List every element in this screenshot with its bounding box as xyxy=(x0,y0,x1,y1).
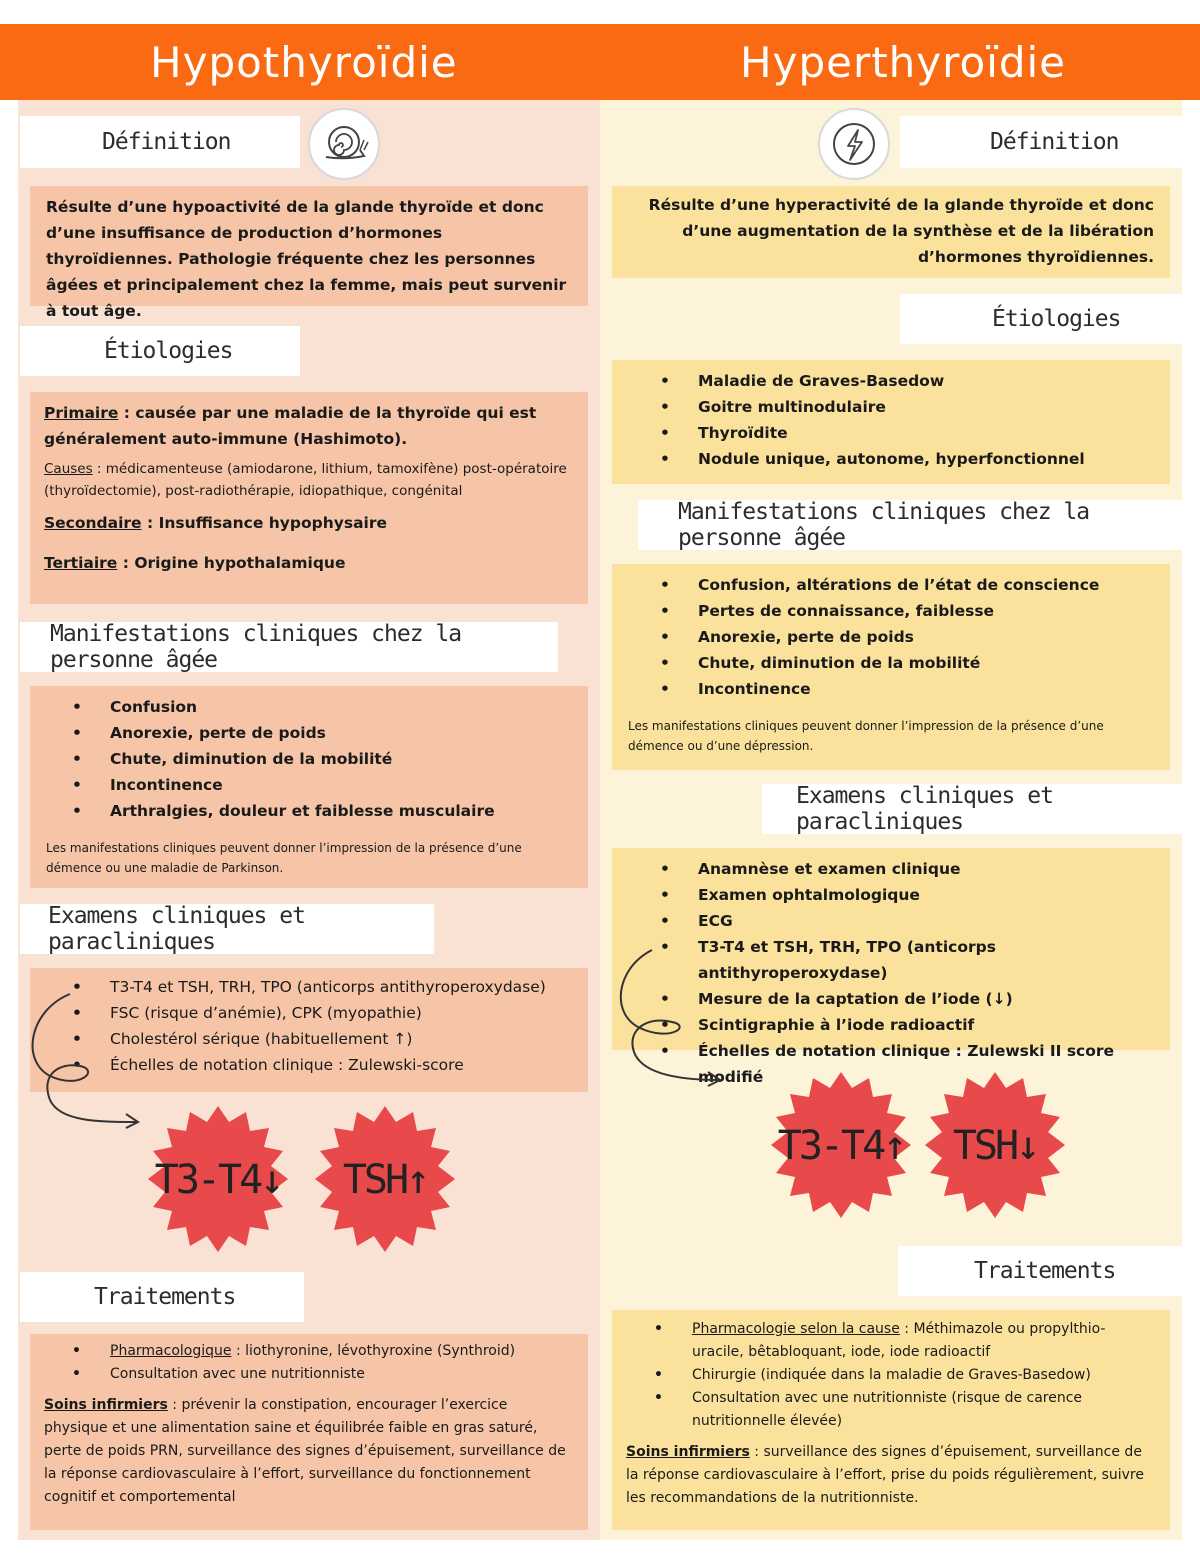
list-item: • Échelles de notation clinique : Zulewski II score modifié xyxy=(628,1038,1160,1090)
hyper-traitements-list xyxy=(622,1318,1156,1433)
hypo-primaire: Primaire : causée par une maladie de la thyroïde qui est généralement auto-immune (Hashimoto). xyxy=(44,404,537,448)
hyper-definition-title: Définition xyxy=(900,116,1182,168)
list-item: • Arthralgies, douleur et faiblesse musculaire xyxy=(40,798,578,824)
curved-arrow-icon xyxy=(610,944,730,1090)
list-item: • Anorexie, perte de poids xyxy=(628,624,1160,650)
list-item: • Goitre multinodulaire xyxy=(628,394,1160,420)
list-item: • Échelles de notation clinique : Zulewski-score xyxy=(40,1052,578,1078)
list-item: • Anamnèse et examen clinique xyxy=(628,856,1160,882)
curved-arrow-icon xyxy=(20,990,150,1130)
hypo-manifestations-list xyxy=(40,694,578,824)
lightning-icon xyxy=(818,108,890,180)
list-item: • Cholestérol sérique (habituellement ↑) xyxy=(40,1026,578,1052)
hyperthyroidie-title: Hyperthyroïdie xyxy=(740,38,1067,87)
hyper-soins-infirmiers: Soins infirmiers : surveillance des signes d’épuisement, surveillance de la réponse cardiovasculaire à l’effort, prise du poids régulièrement, suivre les recommandations de la nutritionniste. xyxy=(626,1444,1144,1506)
list-item: • Maladie de Graves-Basedow xyxy=(628,368,1160,394)
hypo-definition-box xyxy=(30,186,588,320)
hypo-etiologies-box xyxy=(30,392,588,604)
hypo-manifestations-title: Manifestations cliniques chez la personne âgée xyxy=(20,622,558,672)
badge-label: TSH↑ xyxy=(342,1157,428,1203)
header-banner xyxy=(0,24,1200,100)
list-item: • Consultation avec une nutritionniste (risque de carence nutritionnelle élevée) xyxy=(622,1387,1156,1433)
list-item: • Chute, diminution de la mobilité xyxy=(628,650,1160,676)
hypo-manifestations-note: Les manifestations cliniques peuvent donner l’impression de la présence d’une démence ou une maladie de Parkinson. xyxy=(46,841,522,875)
list-item: • Pharmacologique : liothyronine, lévothyroxine (Synthroid) xyxy=(40,1340,574,1363)
list-item: • Incontinence xyxy=(628,676,1160,702)
list-item: • Confusion, altérations de l’état de conscience xyxy=(628,572,1160,598)
badge-label: TSH↓ xyxy=(952,1123,1038,1169)
hypo-secondaire: Secondaire : Insuffisance hypophysaire xyxy=(44,514,388,532)
list-item: • ECG xyxy=(628,908,1160,934)
list-item: • Chute, diminution de la mobilité xyxy=(40,746,578,772)
list-item: • Incontinence xyxy=(40,772,578,798)
hyper-manifestations-note: Les manifestations cliniques peuvent donner l’impression de la présence d’une démence ou d’une dépression. xyxy=(628,719,1104,753)
hypo-tertiaire: Tertiaire : Origine hypothalamique xyxy=(44,554,346,572)
hypothyroidie-title: Hypothyroïdie xyxy=(150,38,458,87)
list-item: • Pertes de connaissance, faiblesse xyxy=(628,598,1160,624)
tsh-increase-badge xyxy=(310,1104,460,1254)
list-item: • Consultation avec une nutritionniste xyxy=(40,1363,574,1386)
hypo-examens-title: Examens cliniques et paracliniques xyxy=(20,904,434,954)
list-item: • FSC (risque d’anémie), CPK (myopathie) xyxy=(40,1000,578,1026)
hyper-traitements-title: Traitements xyxy=(898,1246,1182,1296)
hyper-etiologies-box xyxy=(612,360,1170,484)
badge-label: T3-T4↓ xyxy=(154,1157,282,1203)
hyper-definition-box xyxy=(612,186,1170,278)
list-item: • Anorexie, perte de poids xyxy=(40,720,578,746)
hypo-definition-text: Résulte d’une hypoactivité de la glande thyroïde et donc d’une insuffisance de production d’hormones thyroïdiennes. Pathologie fréquente chez les personnes âgées et principalement chez la femme, mais peut survenir à tout âge. xyxy=(46,198,567,320)
hypo-traitements-title: Traitements xyxy=(20,1272,304,1322)
hyper-manifestations-title: Manifestations cliniques chez la personne âgée xyxy=(638,500,1182,550)
hyper-traitements-box xyxy=(612,1310,1170,1530)
t3-t4-decrease-badge xyxy=(143,1104,293,1254)
list-item: • Scintigraphie à l’iode radioactif xyxy=(628,1012,1160,1038)
list-item: • T3-T4 et TSH, TRH, TPO (anticorps antithyroperoxydase) xyxy=(40,974,578,1000)
hypo-traitements-list xyxy=(40,1340,574,1386)
tsh-decrease-badge xyxy=(920,1070,1070,1220)
hyper-manifestations-box xyxy=(612,564,1170,770)
list-item: • Chirurgie (indiquée dans la maladie de Graves-Basedow) xyxy=(622,1364,1156,1387)
list-item: • Examen ophtalmologique xyxy=(628,882,1160,908)
hypo-manifestations-box xyxy=(30,686,588,888)
list-item: • Mesure de la captation de l’iode (↓) xyxy=(628,986,1160,1012)
hypo-etiologies-title: Étiologies xyxy=(20,326,300,376)
hypo-soins-infirmiers: Soins infirmiers : prévenir la constipation, encourager l’exercice physique et une alimentation saine et équilibrée faible en gras saturé, perte de poids PRN, surveillance des signes d’épuisement, surveillance de la réponse cardiovasculaire à l’effort, surveillance du fonctionnement cognitif et comportemental xyxy=(44,1397,566,1505)
list-item: • Nodule unique, autonome, hyperfonctionnel xyxy=(628,446,1160,472)
hyper-definition-text: Résulte d’une hyperactivité de la glande thyroïde et donc d’une augmentation de la synthèse et de la libération d’hormones thyroïdiennes. xyxy=(648,196,1154,266)
hypo-traitements-box xyxy=(30,1334,588,1530)
list-item: • Pharmacologie selon la cause : Méthimazole ou propylthio-uracile, bêtabloquant, iode, iode radioactif xyxy=(622,1318,1156,1364)
badge-label: T3-T4↑ xyxy=(777,1123,905,1169)
hypo-causes: Causes : médicamenteuse (amiodarone, lithium, tamoxifène) post-opératoire (thyroïdectomie), post-radiothérapie, idiopathique, congénital xyxy=(44,461,567,499)
t3-t4-increase-badge xyxy=(766,1070,916,1220)
hypo-definition-title: Définition xyxy=(20,116,300,168)
hyper-examens-title: Examens cliniques et paracliniques xyxy=(762,784,1182,834)
list-item: • Confusion xyxy=(40,694,578,720)
hyper-etiologies-title: Étiologies xyxy=(900,294,1182,344)
list-item: • T3-T4 et TSH, TRH, TPO (anticorps antithyroperoxydase) xyxy=(628,934,1160,986)
snail-icon xyxy=(308,108,380,180)
hyper-manifestations-list xyxy=(628,572,1160,702)
hyper-etiologies-list xyxy=(628,368,1160,472)
list-item: • Thyroïdite xyxy=(628,420,1160,446)
